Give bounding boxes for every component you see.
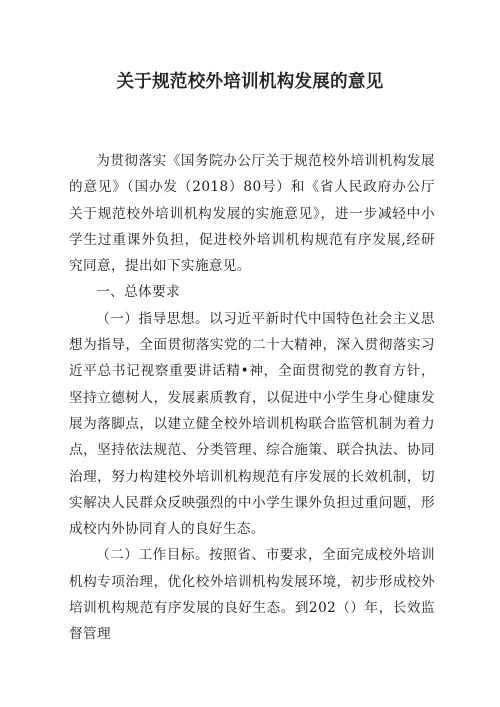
intro-paragraph: 为贯彻落实《国务院办公厅关于规范校外培训机构发展的意见》（国办发（2018）80号）和《省人民政府办公厅关于规范校外培训机构发展的实施意见》，进一步减轻中小学生过重课外负担，促进校外培训机构规范有序发展,经研究同意，提出如下实施意见。 bbox=[69, 153, 435, 275]
section-heading-general-requirements: 一、总体要求 bbox=[96, 284, 181, 301]
document-body bbox=[69, 148, 435, 648]
document-title: 关于规范校外培训机构发展的意见 bbox=[116, 72, 384, 92]
guiding-ideology-paragraph: （一）指导思想。以习近平新时代中国特色社会主义思想为指导，全面贯彻落实党的二十大精神，深入贯彻落实习近平总书记视察重要讲话精•神，全面贯彻党的教育方针，坚持立德树人，发展素质教育，以促进中小学生身心健康发展为落脚点，以建立健全校外培训机构联合监管机制为着力点，坚持依法规范、分类管理、综合施策、联合执法、协同治理，努力构建校外培训机构规范有序发展的长效机制，切实解决人民群众反映强烈的中小学生课外负担过重问题，形成校内外协同育人的良好生态。 bbox=[69, 310, 435, 538]
work-goals-paragraph: （二）工作目标。按照省、市要求，全面完成校外培训机构专项治理，优化校外培训机构发展环境，初步形成校外培训机构规范有序发展的良好生态。到202（）年，长效监督管理 bbox=[69, 547, 435, 643]
